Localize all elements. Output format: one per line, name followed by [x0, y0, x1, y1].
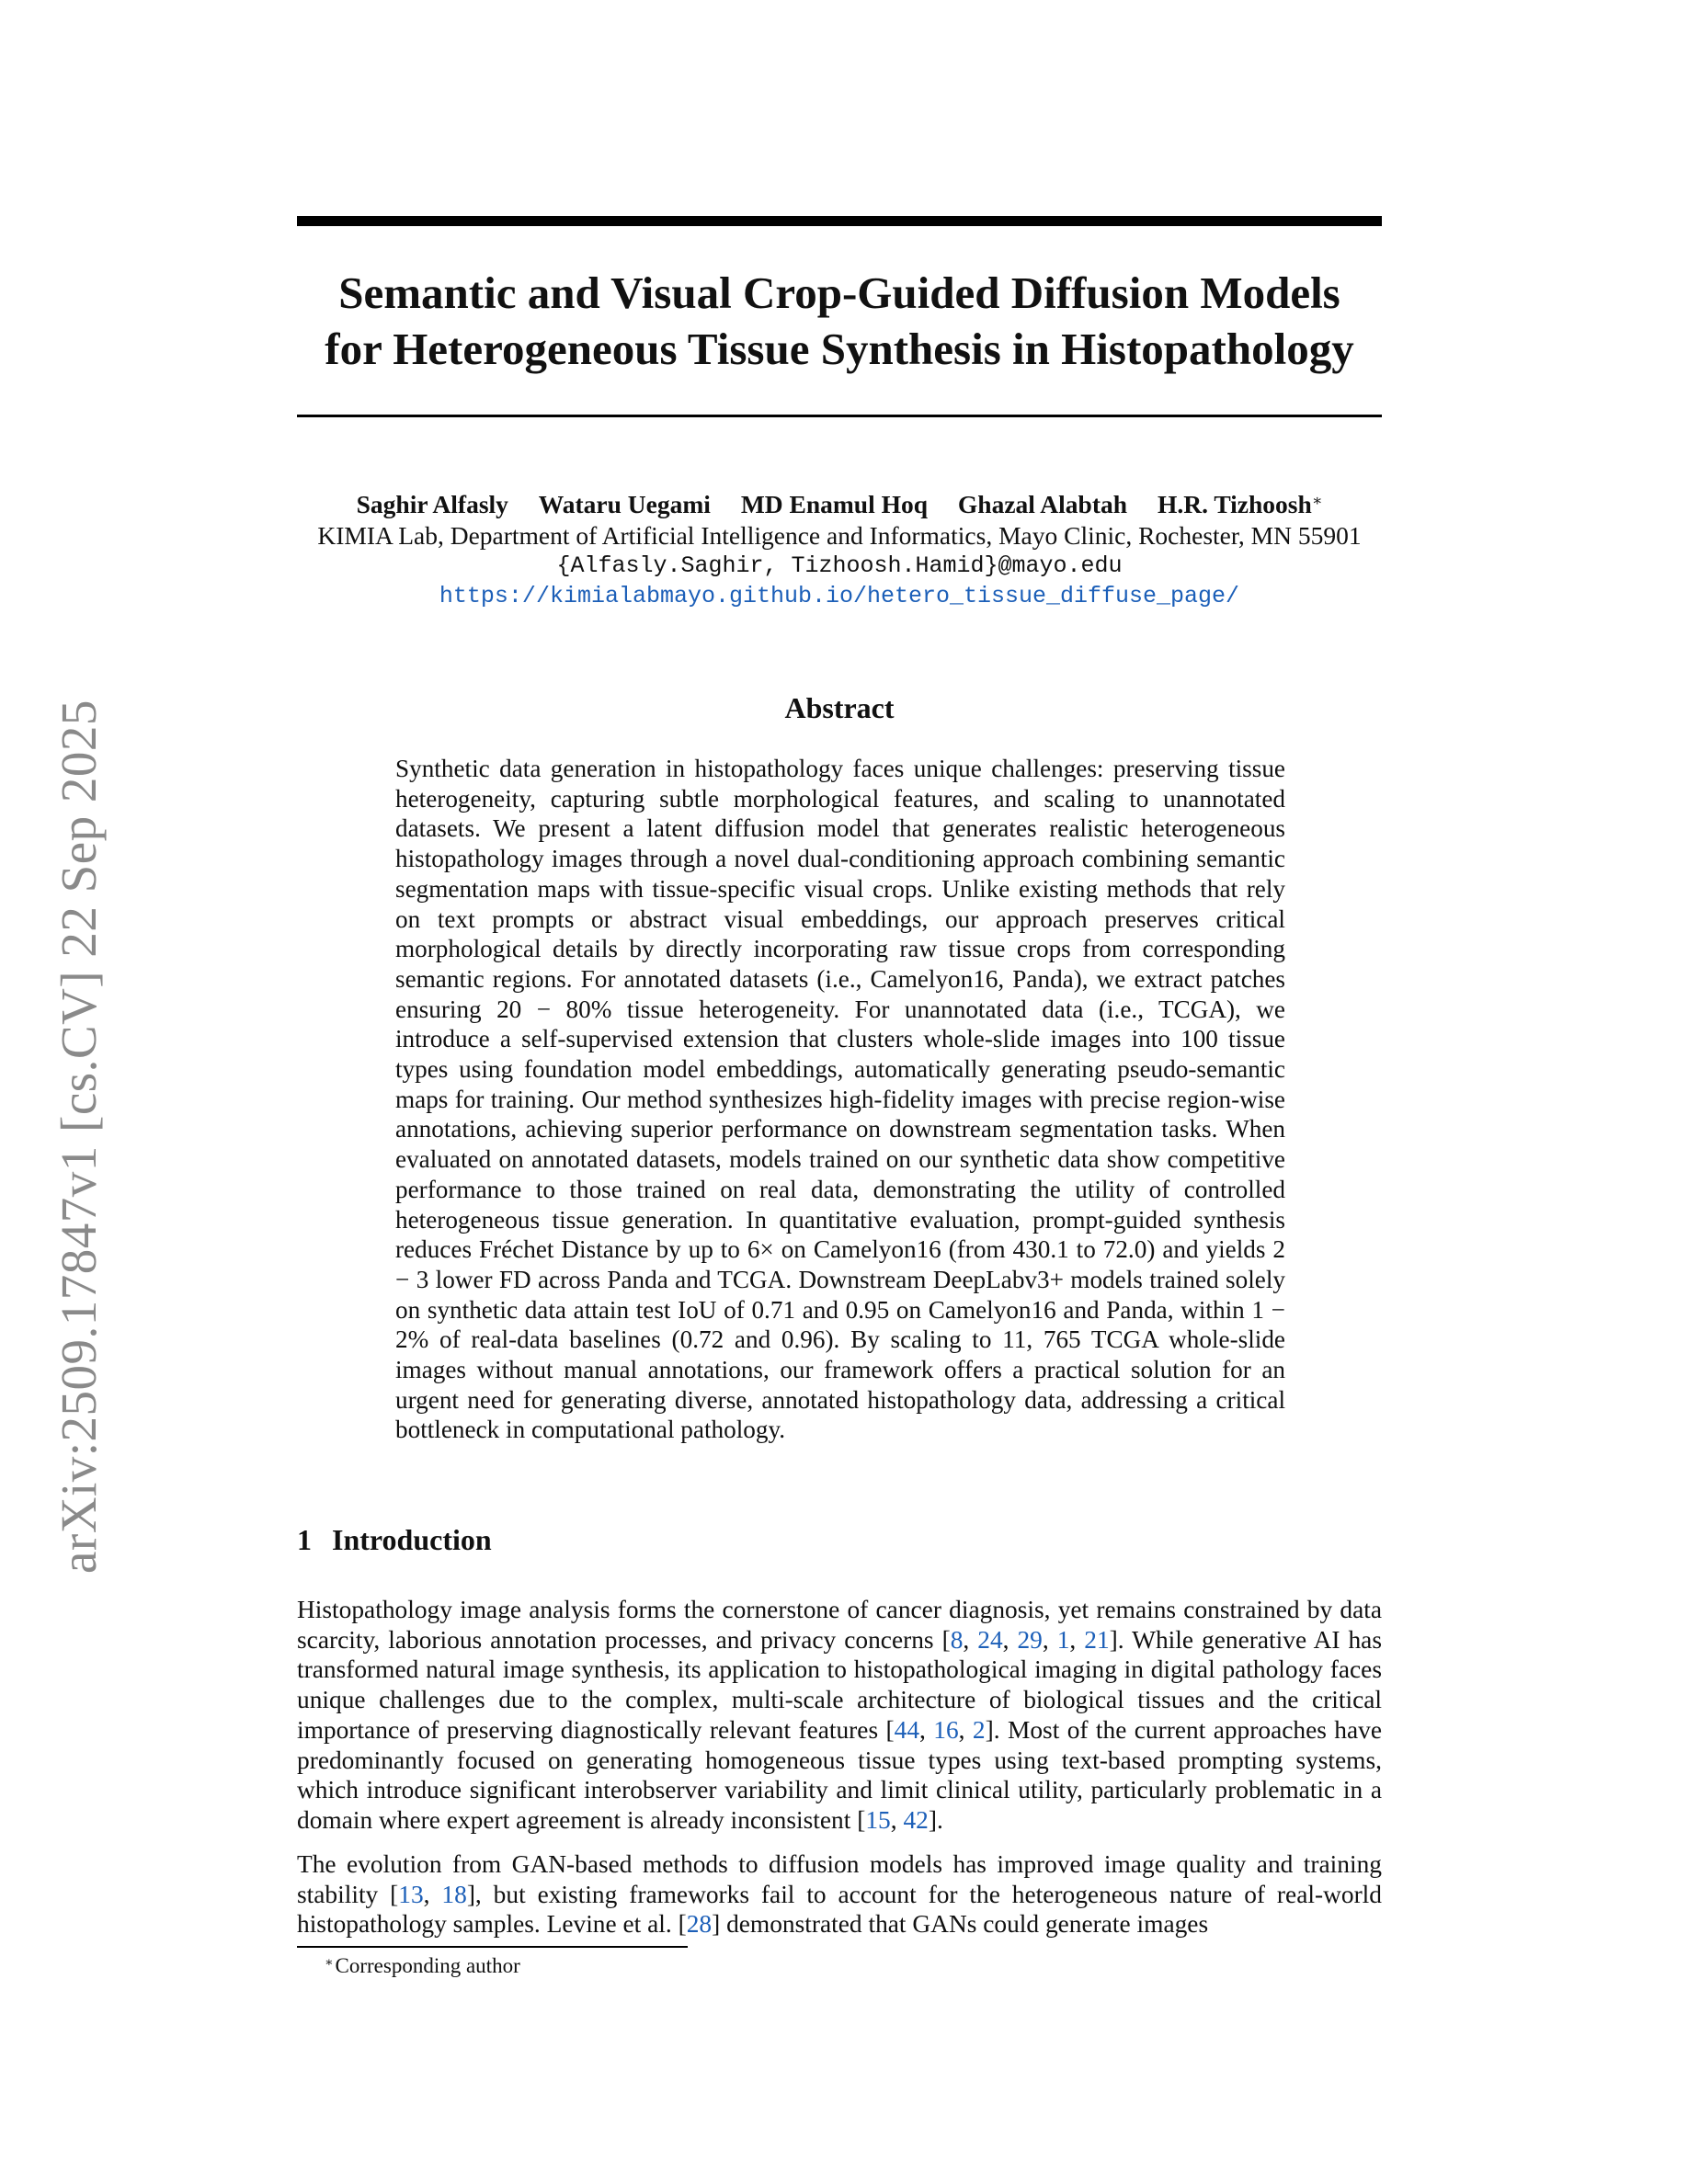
author-emails[interactable]: {Alfasly.Saghir, Tizhoosh.Hamid}@mayo.edu: [556, 552, 1123, 579]
paper-title: [230, 265, 1449, 377]
author-name: Ghazal Alabtah: [957, 490, 1128, 518]
citation-link[interactable]: 44: [894, 1715, 920, 1744]
citation-link[interactable]: 8: [950, 1625, 964, 1654]
paragraph-text: ,: [1002, 1625, 1018, 1654]
paragraph-text: ,: [919, 1715, 934, 1744]
paper-title-line-1: Semantic and Visual Crop-Guided Diffusion Models: [338, 267, 1340, 318]
author-name: H.R. Tizhoosh∗: [1157, 490, 1323, 518]
footnote: [325, 1952, 520, 1980]
citation-link[interactable]: 28: [686, 1910, 713, 1939]
paragraph-text: ,: [890, 1805, 904, 1834]
footnote-text: Corresponding author: [335, 1954, 520, 1977]
paragraph-text: The evolution from GAN-based methods to diffusion models has improved image quality and training stability [: [297, 1850, 1382, 1908]
affiliation: KIMIA Lab, Department of Artificial Intelligence and Informatics, Mayo Clinic, Rochester, MN 55901: [317, 521, 1362, 550]
paragraph-text: ,: [423, 1880, 442, 1908]
abstract-heading: Abstract: [784, 691, 895, 724]
corresponding-author-mark: ∗: [1311, 492, 1323, 509]
paragraph-text: Histopathology image analysis forms the cornerstone of cancer diagnosis, yet remains constrained by data scarcity, laborious annotation processes, and privacy concerns [: [297, 1596, 1382, 1654]
paragraph-text: ]. While generative AI has transformed natural image synthesis, its application to histopathological imaging in digital pathology faces unique challenges due to the complex, multi-scale architecture of biological tissues and the critical importance of preserving diagnostically relevant features [: [297, 1625, 1382, 1744]
author-name: Wataru Uegami: [538, 490, 711, 518]
project-page-link[interactable]: https://kimialabmayo.github.io/hetero_tissue_diffuse_page/: [439, 583, 1240, 609]
paragraph-text: ] demonstrated that GANs could generate images: [712, 1910, 1209, 1939]
citation-link[interactable]: 29: [1017, 1625, 1043, 1654]
section-number: 1: [297, 1523, 312, 1556]
citation-link[interactable]: 18: [441, 1880, 467, 1908]
arxiv-identifier-stamp: arXiv:2509.17847v1 [cs.CV] 22 Sep 2025: [51, 700, 107, 1574]
author-list: [184, 490, 1495, 519]
citation-link[interactable]: 42: [903, 1805, 929, 1834]
paragraph-text: ,: [1069, 1625, 1085, 1654]
title-top-rule: [297, 216, 1382, 226]
paragraph-text: ], but existing frameworks fail to account for the heterogeneous nature of real-world histopathology samples. Levine et al. [: [297, 1880, 1382, 1939]
paragraph-text: ]. Most of the current approaches have predominantly focused on generating homogeneous tissue types using text-based prompting systems, which introduce significant interobserver variability and limit clinical utility, particularly problematic in a domain where expert agreement is already inconsistent [: [297, 1715, 1382, 1834]
intro-paragraph-1: [297, 1595, 1382, 1836]
abstract-text: Synthetic data generation in histopathology faces unique challenges: preserving tissue heterogeneity, capturing subtle morphological features, and scaling to unannotated datasets. We present a latent diffusion model that generates realistic heterogeneous histopathology images through a novel dual-conditioning approach combining semantic segmentation maps with tissue-specific visual crops. Unlike existing methods that rely on text prompts or abstract visual embeddings, our approach preserves critical morphological details by directly incorporating raw tissue crops from corresponding semantic regions. For annotated datasets (i.e., Camelyon16, Panda), we extract patches ensuring 20 − 80% tissue heterogeneity. For unannotated data (i.e., TCGA), we introduce a self-supervised extension that clusters whole-slide images into 100 tissue types using foundation model embeddings, automatically generating pseudo-semantic maps for training. Our method synthesizes high-fidelity images with precise region-wise annotations, achieving superior performance on downstream segmentation tasks. When evaluated on annotated datasets, models trained on our synthetic data show competitive performance to those trained on real data, demonstrating the utility of controlled heterogeneous tissue generation. In quantitative evaluation, prompt-guided synthesis reduces Fréchet Distance by up to 6× on Camelyon16 (from 430.1 to 72.0) and yields 2 − 3 lower FD across Panda and TCGA. Downstream DeepLabv3+ models trained solely on synthetic data attain test IoU of 0.71 and 0.95 on Camelyon16 and Panda, within 1 − 2% of real-data baselines (0.72 and 0.96). By scaling to 11, 765 TCGA whole-slide images without manual annotations, our framework offers a practical solution for an urgent need for generating diverse, annotated histopathology data, addressing a critical bottleneck in computational pathology.: [395, 755, 1285, 1444]
citation-link[interactable]: 24: [977, 1625, 1003, 1654]
section-title: Introduction: [332, 1523, 492, 1556]
section-heading-introduction: [297, 1521, 492, 1558]
paragraph-text: ,: [1042, 1625, 1057, 1654]
citation-link[interactable]: 13: [398, 1880, 424, 1908]
author-name: Saghir Alfasly: [356, 490, 508, 518]
footnote-mark: ∗: [325, 1956, 334, 1970]
intro-paragraph-2: [297, 1849, 1382, 1939]
paragraph-text: ,: [963, 1625, 978, 1654]
paragraph-text: ,: [958, 1715, 973, 1744]
title-bottom-rule: [297, 415, 1382, 417]
paragraph-text: ].: [928, 1805, 943, 1834]
citation-link[interactable]: 1: [1056, 1625, 1070, 1654]
citation-link[interactable]: 16: [933, 1715, 959, 1744]
citation-link[interactable]: 15: [865, 1805, 891, 1834]
citation-link[interactable]: 21: [1084, 1625, 1110, 1654]
footnote-rule: [297, 1946, 688, 1948]
citation-link[interactable]: 2: [972, 1715, 986, 1744]
paper-title-line-2: for Heterogeneous Tissue Synthesis in Histopathology: [325, 324, 1354, 374]
author-name: MD Enamul Hoq: [740, 490, 929, 518]
